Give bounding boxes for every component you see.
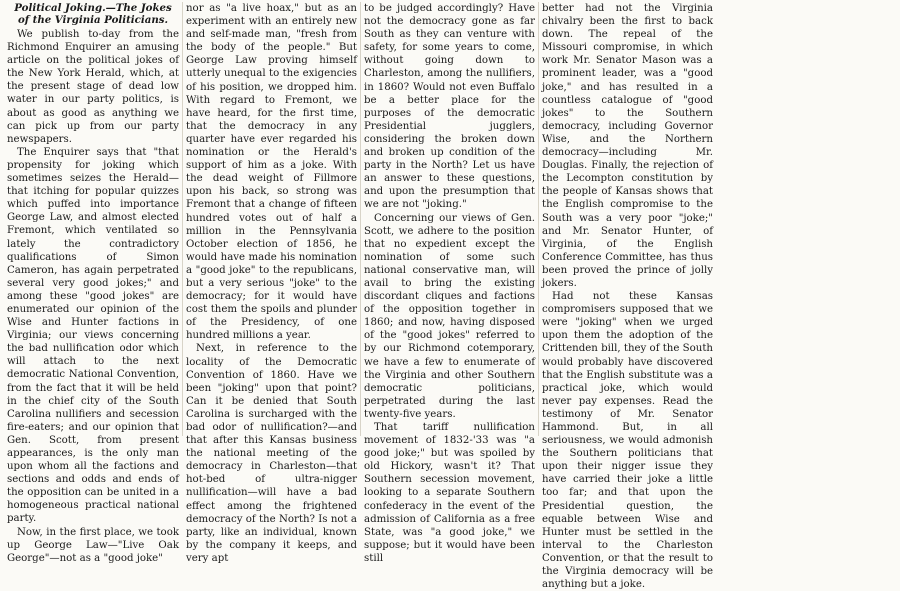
paragraph: Now, in the first place, we took up George Law—"Live Oak George"—not as a "good joke": [7, 526, 179, 564]
paragraph: We publish to-day from the Richmond Enquirer an amusing article on the political jokes of the New York Herald, which, at the present stage of dead low water in our party politics, is about as good as anything we can pick up from our party newspapers.: [7, 29, 179, 145]
column-2: [182, 2, 360, 564]
column-3: [360, 2, 538, 564]
paragraph: The Enquirer says that "that propensity for joking which sometimes seizes the Herald—that itching for popular quizzes which puffed into importance George Law, and almost elected Fremont, which ventilated so lately the contradictory qualifications of Simon Cameron, has again perpetrated several very good jokes;" and among these "good jokes" are enumerated our opinion of the Wise and Hunter factions in Virginia; our views concerning the bad nullification odor which will attach to the next democratic National Convention, from the fact that it will be held in the chief city of the South Carolina nullifiers and secession fire-eaters; and our opinion that Gen. Scott, from present appearances, is the only man upon whom all the factions and sections and odds and ends of the opposition can be united in a homogeneous practical national party.: [7, 146, 179, 525]
paragraph: Had not these Kansas compromisers supposed that we were "joking" when we urged upon them the adoption of the Crittenden bill, they of the South would probably have discovered that the English substitute was a practical joke, which would never pay expenses. Read the testimony of Mr. Senator Hammond. But, in all seriousness, we would admonish the Southern politicians that upon their nigger issue they have carried their joke a little too far; and that upon the Presidential question, the equable between Wise and Hunter must be settled in the interval to the Charleston Convention, or that the result to the Virginia democracy will be anything but a joke.: [542, 291, 713, 591]
paragraph: That tariff nullification movement of 1832-'33 was "a good joke;" but was spoiled by old Hickory, wasn't it? That Southern secession movement, looking to a separate Southern confederacy in the event of the admission of California as a free State, was "a good joke," we suppose; but it would have been still: [364, 422, 535, 564]
paragraph: to be judged accordingly? Have not the democracy gone as far South as they can venture with safety, for some years to come, without going down to Charleston, among the nullifiers, in 1860? Would not even Buffalo be a better place for the purposes of the democratic Presidential jugglers, considering the broken down and broken up condition of the party in the North? Let us have an answer to these questions, and upon the presumption that we are not "joking.": [364, 3, 535, 211]
column-4: [538, 2, 716, 591]
paragraph: Next, in reference to the locality of the Democratic Convention of 1860. Have we been "joking" upon that point? Can it be denied that South Carolina is surcharged with the bad odor of nullification?—and that after this Kansas business the national meeting of the democracy in Charleston—that hot-bed of ultra-nigger nullification—will have a bad effect among the frightened democracy of the North? Is not a party, like an individual, known by the company it keeps, and very apt: [186, 343, 357, 564]
paragraph: better had not the Virginia chivalry been the first to back down. The repeal of the Missouri compromise, in which work Mr. Senator Mason was a prominent leader, was a "good joke," and has resulted in a countless catalogue of "good jokes" to the Southern democracy, including Governor Wise, and the Northern democracy—including Mr. Douglas. Finally, the rejection of the Lecompton constitution by the people of Kansas shows that the English compromise to the South was a very poor "joke;" and Mr. Senator Hunter, of Virginia, of the English Conference Committee, has thus been proved the prince of jolly jokers.: [542, 3, 713, 289]
column-1: [4, 2, 182, 564]
article-headline: Political Joking.—The Jokes of the Virginia Politicians.: [14, 2, 172, 26]
paragraph: Concerning our views of Gen. Scott, we adhere to the position that no expedient except the nomination of some such national conservative man, will avail to bring the existing discordant cliques and factions of the opposition together in 1860; and now, having disposed of the "good jokes" referred to by our Richmond cotemporary, we have a few to enumerate of the Virginia and other Southern democratic politicians, perpetrated during the last twenty-five years.: [364, 212, 535, 420]
paragraph: nor as "a live hoax," but as an experiment with an entirely new and self-made man, "fresh from the body of the people." But George Law proving himself utterly unequal to the exigencies of his position, we dropped him. With regard to Fremont, we have heard, for the first time, that the democracy in any quarter have ever regarded his nomination or the Herald's support of him as a joke. With the dead weight of Fillmore upon his back, so strong was Fremont that a change of fifteen hundred votes out of half a million in the Pennsylvania October election of 1856, he would have made his nomination a "good joke" to the republicans, but a very serious "joke" to the democracy; for it would have cost them the spoils and plunder of the Presidency, of one hundred millions a year.: [186, 3, 357, 342]
